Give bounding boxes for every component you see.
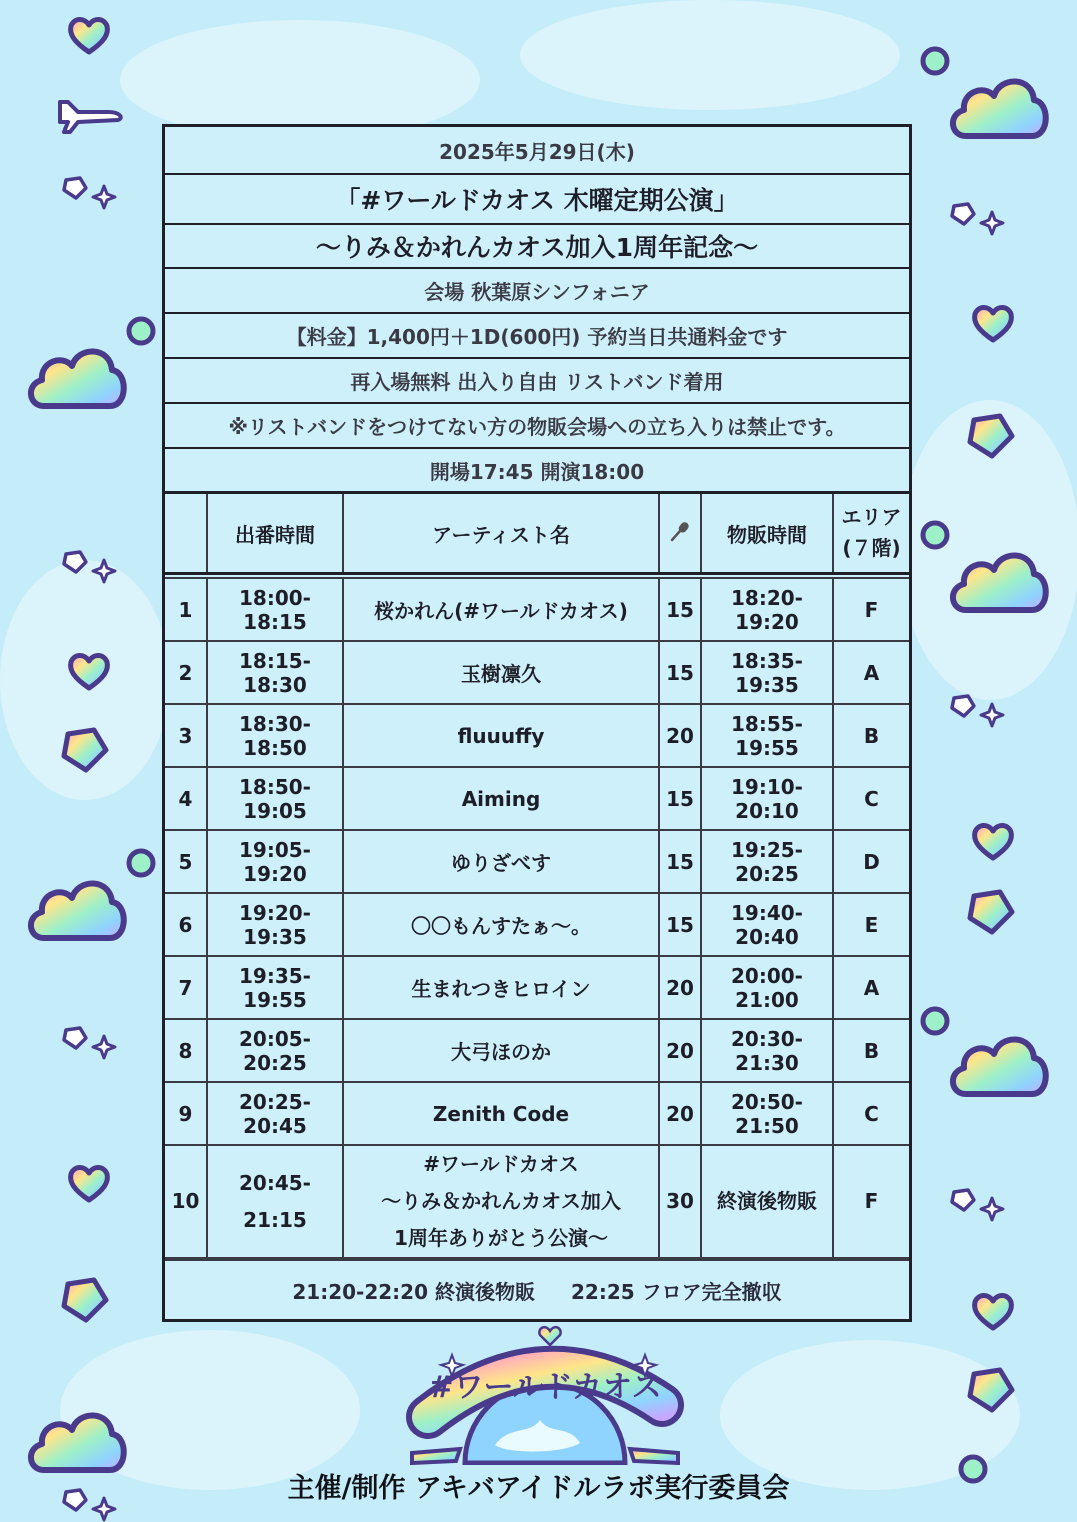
gem-icon	[58, 1276, 110, 1324]
table-row	[165, 1082, 909, 1145]
column-header-artist: アーティスト名	[343, 494, 659, 574]
row-artist: fluuuffy	[343, 704, 659, 767]
row-time: 18:15-18:30	[207, 641, 343, 704]
row-area: B	[833, 1019, 909, 1082]
row-merch-time: 20:00-21:00	[701, 956, 833, 1019]
table-header-row	[165, 494, 909, 574]
row-merch-time: 19:10-20:10	[701, 767, 833, 830]
artist-line: #ワールドカオス	[423, 1152, 579, 1176]
row-minutes: 15	[659, 641, 701, 704]
row-time: 20:45-21:15	[207, 1145, 343, 1258]
reentry-info: 再入場無料 出入り自由 リストバンド着用	[165, 359, 909, 404]
heart-icon	[66, 1162, 112, 1204]
row-merch-time: 19:40-20:40	[701, 893, 833, 956]
row-time: 19:05-19:20	[207, 830, 343, 893]
heart-icon	[970, 1290, 1016, 1332]
row-time: 18:30-18:50	[207, 704, 343, 767]
row-time: 18:50-19:05	[207, 767, 343, 830]
heart-icon	[66, 14, 112, 56]
ring-icon	[124, 846, 158, 880]
timetable	[165, 494, 909, 1259]
row-number: 5	[165, 830, 207, 893]
row-artist: 大弓ほのか	[343, 1019, 659, 1082]
row-minutes: 20	[659, 704, 701, 767]
column-header-number	[165, 494, 207, 574]
column-header-mic	[659, 494, 701, 574]
timetable-body	[165, 578, 909, 1145]
cloud-icon	[946, 540, 1051, 618]
row-artist: 生まれつきヒロイン	[343, 956, 659, 1019]
row-minutes: 20	[659, 1019, 701, 1082]
timetable-sheet	[162, 124, 912, 1322]
row-minutes: 15	[659, 767, 701, 830]
row-number: 10	[165, 1145, 207, 1258]
background-shape	[520, 0, 900, 110]
row-merch-time: 20:50-21:50	[701, 1082, 833, 1145]
row-area: D	[833, 830, 909, 893]
airplane-icon	[56, 92, 128, 138]
row-number: 4	[165, 767, 207, 830]
sparkle-icon	[60, 1022, 118, 1060]
event-title: 「#ワールドカオス 木曜定期公演」	[165, 175, 909, 225]
cloud-icon	[24, 868, 129, 946]
row-number: 7	[165, 956, 207, 1019]
column-header-merch-time: 物販時間	[701, 494, 833, 574]
row-area: A	[833, 641, 909, 704]
row-merch-time: 18:20-19:20	[701, 578, 833, 641]
cloud-icon	[24, 336, 129, 414]
gem-icon	[964, 888, 1016, 936]
footer-info	[165, 1259, 909, 1319]
after-show-merch: 21:20-22:20 終演後物販	[292, 1279, 535, 1304]
row-time: 20:05-20:25	[207, 1019, 343, 1082]
row-minutes: 20	[659, 956, 701, 1019]
open-start-times: 開場17:45 開演18:00	[165, 449, 909, 494]
table-row	[165, 893, 909, 956]
row-merch-time: 18:55-19:55	[701, 704, 833, 767]
table-row	[165, 1019, 909, 1082]
row-area: A	[833, 956, 909, 1019]
row-merch-time: 18:35-19:35	[701, 641, 833, 704]
row-number: 6	[165, 893, 207, 956]
row-time: 19:35-19:55	[207, 956, 343, 1019]
row-number: 9	[165, 1082, 207, 1145]
row-number: 8	[165, 1019, 207, 1082]
table-row	[165, 704, 909, 767]
row-area: F	[833, 1145, 909, 1258]
row-merch-time: 終演後物販	[701, 1145, 833, 1258]
row-number: 1	[165, 578, 207, 641]
row-area: E	[833, 893, 909, 956]
row-time: 19:20-19:35	[207, 893, 343, 956]
cloud-icon	[946, 66, 1051, 144]
row-minutes: 30	[659, 1145, 701, 1258]
row-area: B	[833, 704, 909, 767]
area-header-line1: エリア	[841, 505, 902, 529]
row-number: 2	[165, 641, 207, 704]
background-shape	[120, 20, 480, 140]
table-row	[165, 767, 909, 830]
artist-line: 1周年ありがとう公演〜	[394, 1226, 608, 1250]
table-row	[165, 956, 909, 1019]
heart-icon	[970, 820, 1016, 862]
gem-icon	[58, 726, 110, 774]
cloud-icon	[946, 1024, 1051, 1102]
ring-icon	[124, 314, 158, 348]
logo-text: #ワールドカオス	[428, 1370, 662, 1405]
row-merch-time: 19:25-20:25	[701, 830, 833, 893]
row-artist: 玉樹凛久	[343, 641, 659, 704]
sparkle-icon	[60, 172, 118, 210]
sparkle-icon	[948, 1184, 1006, 1222]
floor-clear-time: 22:25 フロア完全撤収	[570, 1279, 782, 1304]
row-artist	[343, 1145, 659, 1258]
row-area: F	[833, 578, 909, 641]
heart-icon	[970, 302, 1016, 344]
artist-line: 〜りみ＆かれんカオス加入	[381, 1189, 621, 1213]
sparkle-icon	[60, 546, 118, 584]
row-minutes: 20	[659, 1082, 701, 1145]
gem-icon	[964, 1366, 1016, 1414]
row-time: 18:00-18:15	[207, 578, 343, 641]
column-header-area	[833, 494, 909, 574]
row-area: C	[833, 1082, 909, 1145]
table-row	[165, 830, 909, 893]
area-header-line2: (７階)	[842, 536, 901, 560]
sparkle-icon	[948, 690, 1006, 728]
event-date: 2025年5月29日(木)	[165, 127, 909, 175]
heart-icon	[66, 650, 112, 692]
venue-info: 会場 秋葉原シンフォニア	[165, 269, 909, 314]
row-artist: Aiming	[343, 767, 659, 830]
column-header-time: 出番時間	[207, 494, 343, 574]
row-merch-time: 20:30-21:30	[701, 1019, 833, 1082]
row-minutes: 15	[659, 578, 701, 641]
table-row	[165, 578, 909, 641]
world-chaos-logo	[400, 1325, 690, 1465]
row-number: 3	[165, 704, 207, 767]
row-minutes: 15	[659, 893, 701, 956]
event-subtitle: 〜りみ＆かれんカオス加入1周年記念〜	[165, 225, 909, 269]
row-minutes: 15	[659, 830, 701, 893]
row-artist: 〇〇もんすたぁ〜。	[343, 893, 659, 956]
table-row	[165, 1145, 909, 1258]
sparkle-icon	[948, 198, 1006, 236]
table-row	[165, 641, 909, 704]
row-artist: Zenith Code	[343, 1082, 659, 1145]
row-area: C	[833, 767, 909, 830]
price-info: 【料金】1,400円＋1D(600円) 予約当日共通料金です	[165, 314, 909, 359]
microphone-icon	[669, 520, 691, 542]
wristband-notice: ※リストバンドをつけてない方の物販会場への立ち入りは禁止です。	[165, 404, 909, 449]
row-artist: ゆりざべす	[343, 830, 659, 893]
row-artist: 桜かれん(#ワールドカオス)	[343, 578, 659, 641]
gem-icon	[964, 412, 1016, 460]
organizer-credit: 主催/制作 アキバアイドルラボ実行委員会	[287, 1473, 790, 1504]
row-time: 20:25-20:45	[207, 1082, 343, 1145]
